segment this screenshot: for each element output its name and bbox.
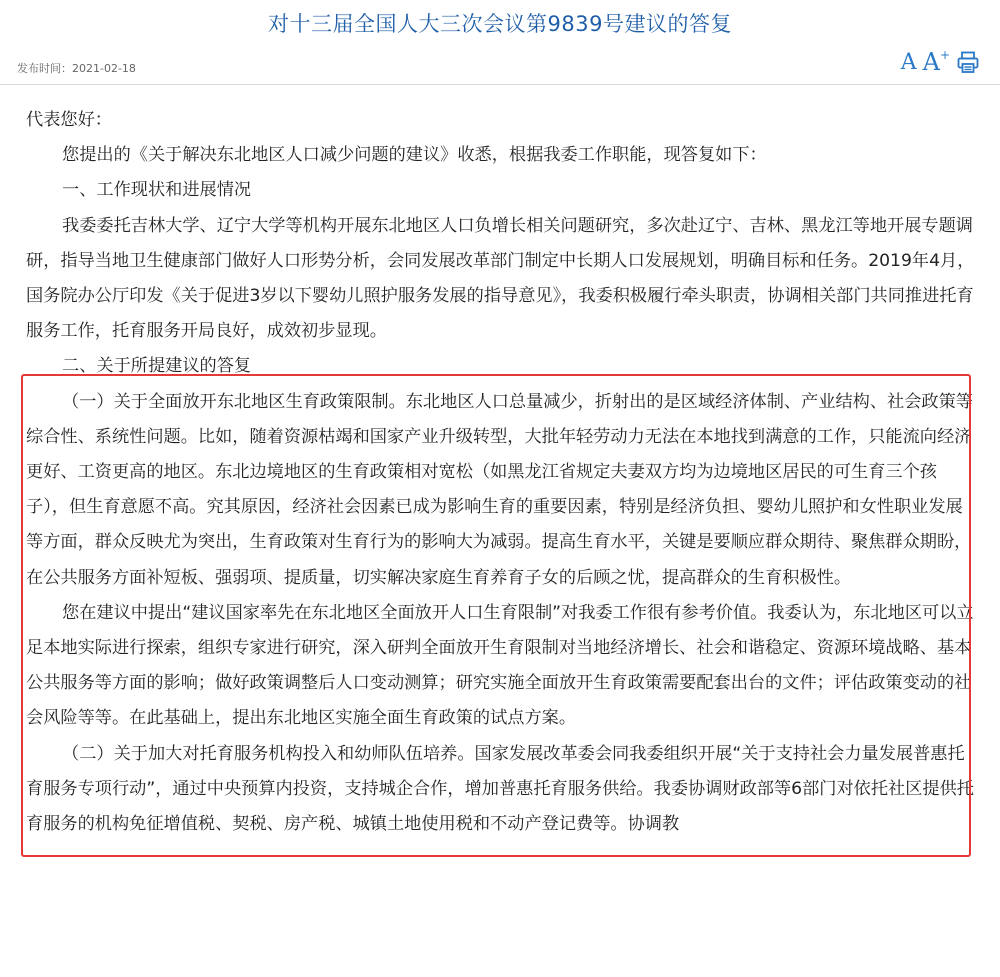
article-body bbox=[26, 103, 976, 842]
print-icon[interactable] bbox=[956, 50, 980, 74]
publish-label: 发布时间： bbox=[17, 62, 72, 75]
intro-paragraph: 您提出的《关于解决东北地区人口减少问题的建议》收悉，根据我委工作职能，现答复如下： bbox=[62, 145, 767, 166]
reply-paragraph-1: （一）关于全面放开东北地区生育政策限制。东北地区人口总量减少，折射出的是区域经济体制、产业结构、社会政策等综合性、系统性问题。比如，随着资源枯竭和国家产业升级转型，大批年轻劳动力无法在本地找到满意的工作，只能流向经济更好、工资更高的地区。东北边境地区的生育政策相对宽松（如黑龙江省规定夫妻双方均为边境地区居民的可生育三个孩子），但生育意愿不高。究其原因，经济社会因素已成为影响生育的重要因素，特别是经济负担、婴幼儿照护和女性职业发展等方面，群众反映尤为突出，生育政策对生育行为的影响大为减弱。提高生育水平，关键是要顺应群众期待、聚焦群众期盼，在公共服务方面补短板、强弱项、提质量，切实解决家庭生育养育子女的后顾之忧，提高群众的生育积极性。 bbox=[26, 391, 973, 588]
publish-date: 2021-02-18 bbox=[72, 62, 136, 75]
reply-paragraph-3: （二）关于加大对托育服务机构投入和幼师队伍培养。国家发展改革委会同我委组织开展“关于支持社会力量发展普惠托育服务专项行动”，通过中央预算内投资，支持城企合作，增加普惠托育服务供给。我委协调财政部等6部门对依托社区提供托育服务的机构免征增值税、契税、房产税、城镇土地使用税和不动产登记费等。协调教 bbox=[26, 743, 974, 835]
font-larger-button[interactable] bbox=[923, 50, 950, 74]
reply-paragraph-2: 您在建议中提出“建议国家率先在东北地区全面放开人口生育限制”对我委工作很有参考价值。我委认为，东北地区可以立足本地实际进行探索，组织专家进行研究，深入研判全面放开生育限制对当地经济增长、社会和谐稳定、资源环境战略、基本公共服务等方面的影响；做好政策调整后人口变动测算；研究实施全面放开生育政策需要配套出台的文件；评估政策变动的社会风险等等。在此基础上，提出东北地区实施全面生育政策的试点方案。 bbox=[26, 602, 974, 729]
font-larger-letter: A bbox=[922, 48, 940, 76]
publish-info bbox=[17, 60, 136, 76]
greeting: 代表您好： bbox=[26, 110, 112, 130]
font-larger-plus: + bbox=[939, 48, 950, 62]
article-title: 对十三届全国人大三次会议第9839号建议的答复 bbox=[268, 12, 732, 36]
reading-tools bbox=[901, 50, 980, 74]
article-meta-bar bbox=[0, 48, 1000, 85]
status-paragraph: 我委委托吉林大学、辽宁大学等机构开展东北地区人口负增长相关问题研究，多次赴辽宁、吉林、黑龙江等地开展专题调研，指导当地卫生健康部门做好人口形势分析，会同发展改革部门制定中长期人口发展规划，明确目标和任务。2019年4月，国务院办公厅印发《关于促进3岁以下婴幼儿照护服务发展的指导意见》，我委积极履行牵头职责，协调相关部门共同推进托育服务工作，托育服务开局良好，成效初步显现。 bbox=[26, 215, 975, 342]
font-smaller-button[interactable]: A bbox=[900, 50, 917, 75]
section-heading-1: 一、工作现状和进展情况 bbox=[62, 180, 252, 201]
section-heading-2: 二、关于所提建议的答复 bbox=[62, 356, 252, 377]
